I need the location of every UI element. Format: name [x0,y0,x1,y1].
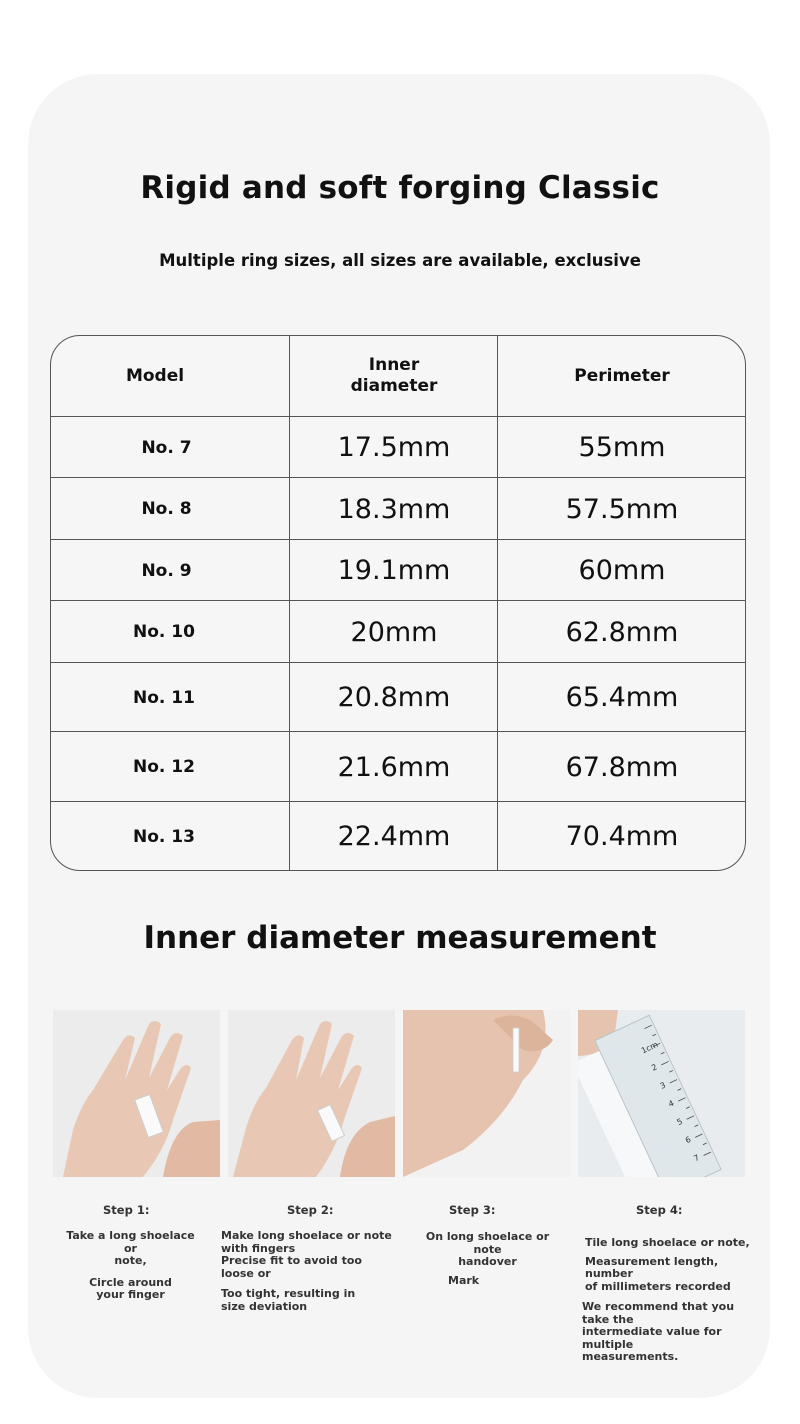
inner-diameter-cell: 17.5mm [337,432,451,463]
table-header-row [51,336,745,416]
header-inner-diameter: Inner diameter [289,336,498,416]
table-row [51,600,745,663]
perimeter-cell: 67.8mm [565,751,679,783]
inner-diameter-cell: 19.1mm [337,555,451,586]
ruler-label: 4 [667,1098,676,1109]
table-row [51,477,745,540]
ruler-label: 3 [658,1080,668,1091]
header-model: Model [125,365,185,386]
inner-diameter-cell: 18.3mm [337,493,451,525]
ruler-label: 5 [675,1116,684,1128]
model-cell: No. 13 [133,826,195,847]
model-cell: No. 7 [141,437,192,458]
model-cell: No. 9 [141,560,192,581]
measurement-heading: Inner diameter measurement [143,920,657,956]
ruler-label: 7 [692,1152,701,1164]
perimeter-cell: 57.5mm [565,493,679,525]
perimeter-cell: 62.8mm [565,616,679,648]
step-2-text: Make long shoelace or note with fingers Precise fit to avoid too loose or Too tight, resulting in size deviation [221,1229,392,1313]
header-perimeter: Perimeter [497,336,746,416]
inner-diameter-cell: 20.8mm [337,682,451,713]
ruler-label: 2 [650,1062,659,1073]
step-2-photo [228,1010,395,1177]
step-3-text: On long shoelace or note handover Mark [425,1230,550,1287]
step-4-photo [578,1010,745,1177]
table-row [51,539,745,601]
model-cell: No. 10 [133,622,195,642]
step-1-photo [53,1010,220,1177]
step-3-photo [403,1010,570,1177]
page-subtitle: Multiple ring sizes, all sizes are available, exclusive [159,251,641,270]
inner-diameter-cell: 22.4mm [337,821,451,852]
step-4-text: Tile long shoelace or note, Measurement length, number of millimeters recorded We recommend that you take the intermediate value for multiple measurements. [582,1236,750,1363]
step-2-title: Step 2: [287,1203,334,1217]
table-row [51,801,745,871]
perimeter-cell: 70.4mm [565,821,679,852]
inner-diameter-cell: 21.6mm [337,751,451,783]
model-cell: No. 12 [133,757,195,777]
table-row [51,416,745,478]
model-cell: No. 11 [133,687,195,708]
ruler-label: 6 [683,1134,693,1146]
ring-size-table [50,335,746,871]
inner-diameter-cell: 20mm [350,616,438,648]
table-row [51,662,745,732]
step-1-text: Take a long shoelace or note, Circle around your finger [66,1229,195,1301]
step-4-title: Step 4: [636,1203,683,1217]
step-3-title: Step 3: [449,1203,496,1217]
perimeter-cell: 55mm [578,432,666,463]
table-row [51,731,745,802]
model-cell: No. 8 [141,499,192,519]
perimeter-cell: 60mm [578,555,666,586]
step-1-title: Step 1: [103,1203,150,1217]
perimeter-cell: 65.4mm [565,682,679,713]
page-title: Rigid and soft forging Classic [140,170,660,206]
ruler-label: 1cm [639,1039,660,1056]
